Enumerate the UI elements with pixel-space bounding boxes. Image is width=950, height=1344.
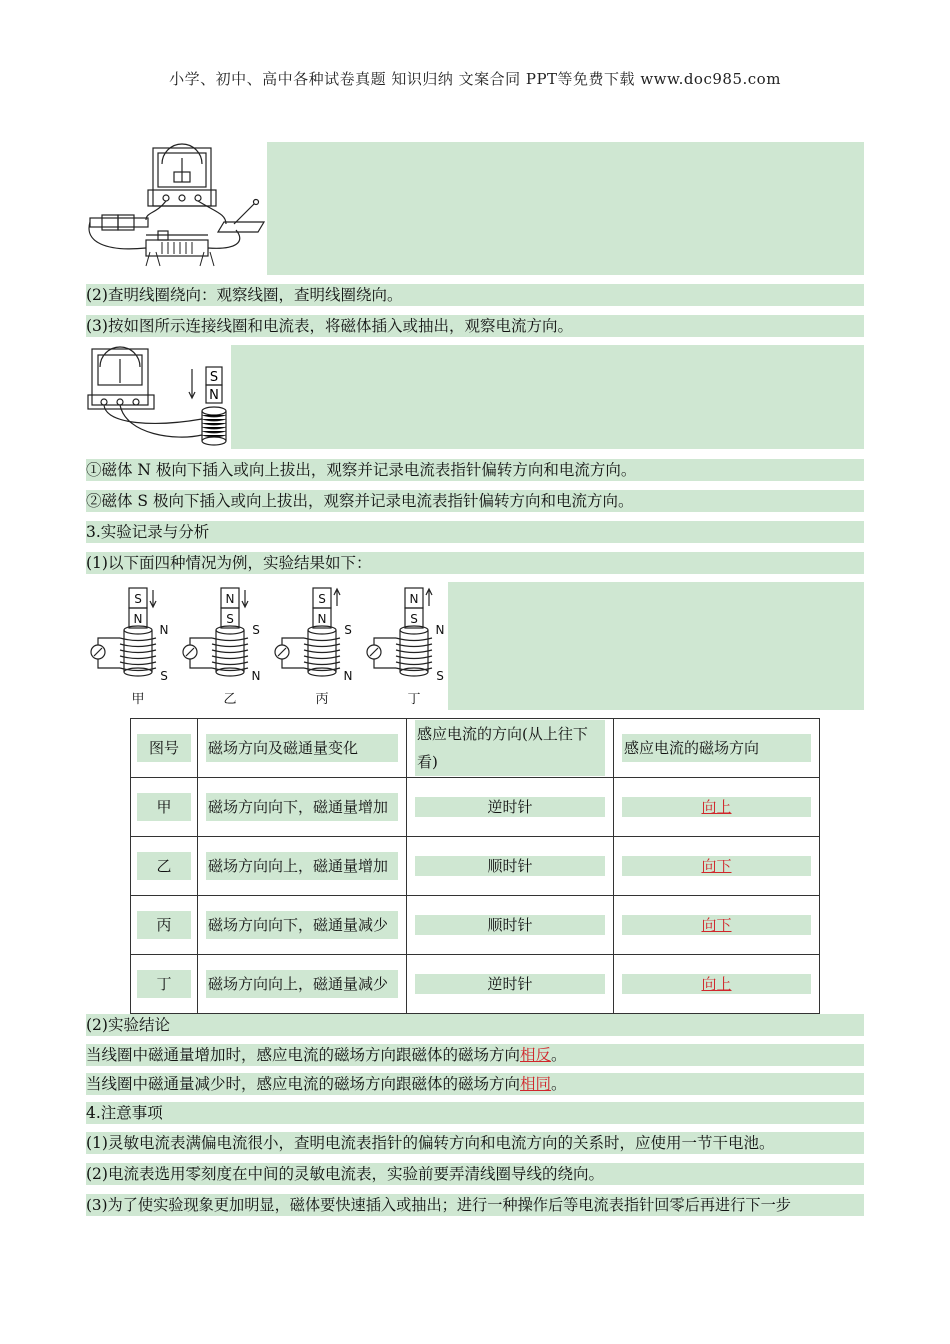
- figure-galvanometer-coil: [86, 345, 231, 449]
- section-3-title: 3.实验记录与分析: [86, 521, 864, 543]
- coil-winding: [396, 656, 432, 659]
- galvanometer-needle: [370, 648, 378, 656]
- galvanometer-needle: [94, 648, 102, 656]
- coil-winding: [304, 662, 340, 665]
- results-table: [130, 718, 820, 1014]
- magnet-bottom-label: N: [317, 612, 327, 626]
- wire: [282, 659, 304, 668]
- case-panel: [275, 588, 340, 676]
- case-name-label: 乙: [223, 692, 237, 707]
- page-header: 小学、初中、高中各种试卷真题 知识归纳 文案合同 PPT等免费下载 www.doc985.com: [169, 70, 781, 88]
- coil-winding: [120, 656, 156, 659]
- case-name-label: 甲: [131, 692, 145, 707]
- figure-four-cases: [86, 582, 448, 710]
- wire: [190, 638, 212, 645]
- figure-galvanometer-battery-circuit: [86, 142, 267, 275]
- row-field: 向下: [701, 916, 732, 934]
- row-id: 甲: [137, 793, 191, 821]
- coil-bottom-pole-label: N: [343, 669, 353, 683]
- coil-winding: [396, 662, 432, 665]
- wire: [374, 638, 396, 645]
- table-header-cell: 磁场方向及磁通量变化: [206, 734, 398, 762]
- coil-winding: [120, 644, 156, 647]
- case-name-label: 丙: [315, 692, 329, 707]
- note-1: (1)灵敏电流表满偏电流很小，查明电流表指针的偏转方向和电流方向的关系时，应使用一节干电池。: [86, 1132, 864, 1154]
- coil-winding: [396, 638, 432, 641]
- row-change: 磁场方向向上，磁通量增加: [206, 852, 398, 880]
- conclusion-2-answer: 相同: [520, 1075, 552, 1093]
- table-row: [131, 837, 820, 896]
- case-panel: [183, 588, 248, 676]
- row-id: 乙: [137, 852, 191, 880]
- coil-winding: [396, 644, 432, 647]
- magnet-bottom-label: N: [133, 612, 143, 626]
- coil-top: [216, 626, 244, 634]
- notes-title: 4.注意事项: [86, 1102, 864, 1124]
- case-panel: [91, 588, 156, 676]
- row-change: 磁场方向向上，磁通量减少: [206, 970, 398, 998]
- row-change: 磁场方向向下，磁通量减少: [206, 911, 398, 939]
- coil-winding: [212, 656, 248, 659]
- table-header-cell: 图号: [137, 734, 191, 762]
- wire: [190, 659, 212, 668]
- table-header-row: [131, 719, 820, 778]
- coil-winding: [212, 662, 248, 665]
- table-header-cell: 感应电流的磁场方向: [622, 734, 811, 762]
- wire: [282, 638, 304, 645]
- magnet-top-label: S: [318, 592, 326, 606]
- magnet-top-label: S: [134, 592, 142, 606]
- row-id: 丁: [137, 970, 191, 998]
- magnet-bottom-label: S: [410, 612, 418, 626]
- conclusion-title: (2)实验结论: [86, 1014, 864, 1036]
- step-2-text: (2)查明线圈绕向：观察线圈，查明线圈绕向。: [86, 284, 864, 306]
- row-current: 顺时针: [415, 915, 605, 935]
- coil-winding: [120, 650, 156, 653]
- conclusion-2-post: 。: [551, 1075, 567, 1093]
- row-current: 逆时针: [415, 974, 605, 994]
- magnet-bottom-label: S: [226, 612, 234, 626]
- note-3: (3)为了使实验现象更加明显，磁体要快速插入或抽出；进行一种操作后等电流表指针回零后再进行下一步: [86, 1194, 864, 1216]
- coil-winding: [212, 650, 248, 653]
- coil-top-pole-label: N: [159, 623, 169, 637]
- case-2-text: ②磁体 S 极向下插入或向上拔出，观察并记录电流表指针偏转方向和电流方向。: [86, 490, 864, 512]
- coil-top: [124, 626, 152, 634]
- wire: [98, 638, 120, 645]
- conclusion-1-post: 。: [551, 1046, 567, 1064]
- table-row: [131, 778, 820, 837]
- note-2: (2)电流表选用零刻度在中间的灵敏电流表，实验前要弄清线圈导线的绕向。: [86, 1163, 864, 1185]
- row-id: 丙: [137, 911, 191, 939]
- coil-bottom-pole-label: S: [160, 669, 168, 683]
- magnet-top-label: N: [409, 592, 419, 606]
- table-row: [131, 955, 820, 1014]
- coil-top-pole-label: S: [344, 623, 352, 637]
- coil-top-pole-label: N: [435, 623, 445, 637]
- magnet-top-label: S: [209, 370, 219, 385]
- coil-winding: [212, 638, 248, 641]
- coil-winding: [304, 650, 340, 653]
- table-header-cell: 感应电流的方向(从上往下看): [415, 720, 605, 776]
- step-3-text: (3)按如图所示连接线圈和电流表，将磁体插入或抽出，观察电流方向。: [86, 315, 864, 337]
- galvanometer-needle: [278, 648, 286, 656]
- section-3-intro: (1)以下面四种情况为例，实验结果如下：: [86, 552, 864, 574]
- coil-winding: [212, 644, 248, 647]
- row-change: 磁场方向向下，磁通量增加: [206, 793, 398, 821]
- case-name-label: 丁: [407, 692, 421, 707]
- coil-top-pole-label: S: [252, 623, 260, 637]
- magnet-bottom-label: N: [209, 388, 219, 403]
- coil-winding: [304, 644, 340, 647]
- conclusion-1-pre: 当线圈中磁通量增加时，感应电流的磁场方向跟磁体的磁场方向: [86, 1046, 521, 1064]
- conclusion-line-1: [86, 1044, 864, 1066]
- coil-top: [400, 626, 428, 634]
- conclusion-line-2: [86, 1073, 864, 1095]
- coil-winding: [120, 638, 156, 641]
- coil-winding: [396, 650, 432, 653]
- case-panel: [367, 588, 432, 676]
- coil-winding: [304, 638, 340, 641]
- magnet-top-label: N: [225, 592, 235, 606]
- row-field: 向上: [701, 798, 732, 816]
- row-current: 逆时针: [415, 797, 605, 817]
- galvanometer-needle: [186, 648, 194, 656]
- wire: [374, 659, 396, 668]
- conclusion-1-answer: 相反: [520, 1046, 552, 1064]
- coil-winding: [120, 662, 156, 665]
- row-field: 向上: [701, 975, 732, 993]
- table-row: [131, 896, 820, 955]
- conclusion-2-pre: 当线圈中磁通量减少时，感应电流的磁场方向跟磁体的磁场方向: [86, 1075, 521, 1093]
- coil-winding: [304, 656, 340, 659]
- coil-bottom-pole-label: S: [436, 669, 444, 683]
- wire: [98, 659, 120, 668]
- row-current: 顺时针: [415, 856, 605, 876]
- coil-top: [308, 626, 336, 634]
- row-field: 向下: [701, 857, 732, 875]
- case-1-text: ①磁体 N 极向下插入或向上拔出，观察并记录电流表指针偏转方向和电流方向。: [86, 459, 864, 481]
- coil-bottom-pole-label: N: [251, 669, 261, 683]
